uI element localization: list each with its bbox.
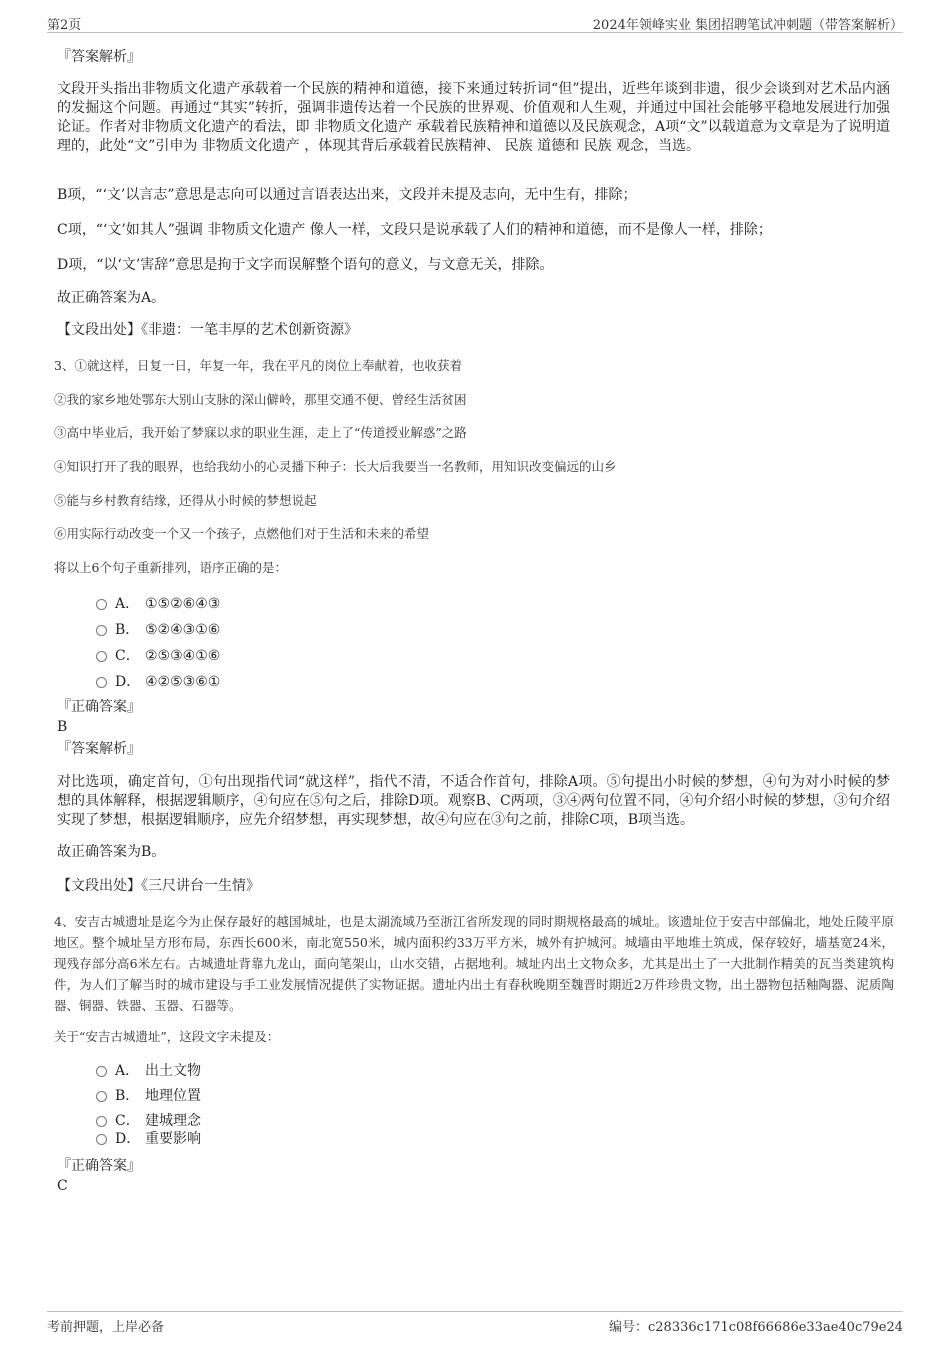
q3-explain: 对比选项，确定首句，①句出现指代词“就这样”，指代不清，不适合作首句，排除A项。⑤句提出小时候的梦想，④句为对小时候的梦想的具体解释，根据逻辑顺序，④句应在⑤句之后，排除D项。观察B、C两项，③④两句位置不同，④句介绍小时候的梦想，③句介绍实现了梦想，根据逻辑顺序，应先介绍梦想，再实现梦想，故④句应在③句之前，排除C项，B项当选。 (57, 774, 890, 828)
q3-option-c[interactable]: C． ②⑤③④①⑥ (96, 646, 220, 666)
q3-option-a[interactable]: A． ①⑤②⑥④③ (96, 594, 220, 614)
q3-sentence-6: ⑥用实际行动改变一个又一个孩子，点燃他们对于生活和未来的希望 (54, 526, 430, 541)
footer-slogan: 考前押题，上岸必备 (47, 1320, 165, 1335)
q3-option-d[interactable]: D． ④②⑤③⑥① (96, 672, 220, 692)
page-number: 第2页 (47, 18, 82, 33)
q2-explain-para4: D项，“以‘文’害辞”意思是拘于文字而误解整个语句的意义，与文意无关，排除。 (57, 257, 554, 273)
q3-source: 【文段出处】《三尺讲台一生情》 (57, 878, 260, 894)
q3-sentence-4: ④知识打开了我的眼界，也给我幼小的心灵播下种子：长大后我要当一名教师，用知识改变偏远的山乡 (54, 459, 617, 474)
q3-explain-label: 『答案解析』 (57, 741, 141, 757)
footer-serial: 编号：c28336c171c08f66686e33ae40c79e24 (609, 1320, 903, 1335)
radio-icon[interactable] (96, 599, 107, 610)
q4-stem: 4、安吉古城遗址是迄今为止保存最好的越国城址，也是太湖流域乃至浙江省所发现的同时期规格最高的城址。该遗址位于安吉中部偏北，地处丘陵平原地区。整个城址呈方形布局，东西长600米，南北宽550米，城内面积约33万平方米，城外有护城河。城墙由平地堆土筑成，保存较好，墙基宽24米，现残存部分高6米左右。古城遗址背靠九龙山，面向笔架山，山水交错，占据地利。城址内出土文物众多，尤其是出土了一大批制作精美的瓦当类建筑构件，为人们了解当时的城市建设与手工业发展情况提供了实物证据。遗址内出土有春秋晚期至魏晋时期近2万件珍贵文物，出土器物包括釉陶器、泥质陶器、铜器、铁器、玉器、石器等。 (54, 914, 894, 1013)
q3-sentence-5: ⑤能与乡村教育结缘，还得从小时候的梦想说起 (54, 493, 317, 508)
q2-explain-label: 『答案解析』 (57, 49, 141, 65)
q4-option-a[interactable]: A． 出土文物 (96, 1061, 201, 1081)
q3-answer-label: 『正确答案』 (57, 699, 141, 715)
page-footer (47, 1311, 903, 1338)
q3-sentence-1: 3、①就这样，日复一日，年复一年，我在平凡的岗位上奉献着，也收获着 (54, 358, 462, 373)
page-header (47, 12, 903, 33)
q2-explain-para3: C项，“‘文’如其人”强调 非物质文化遗产 像人一样，文段只是说承载了人们的精神和道德，而不是像人一样，排除； (57, 222, 772, 238)
radio-icon[interactable] (96, 625, 107, 636)
q3-sentence-3: ③高中毕业后，我开始了梦寐以求的职业生涯，走上了“传道授业解惑”之路 (54, 425, 467, 440)
q4-answer: C (57, 1178, 68, 1194)
q2-explain-para1: 文段开头指出非物质文化遗产承载着一个民族的精神和道德，接下来通过转折词“但”提出，近些年谈到非遗，很少会谈到对艺术品内涵的发掘这个问题。再通过“其实”转折，强调非遗传达着一个民族的世界观、价值观和人生观，并通过中国社会能够平稳地发展进行加强论证。作者对非物质文化遗产的看法，即 非物质文化遗产 承载着民族精神和道德以及民族观念，A项“文”以载道意为文章是为了说明道理的，此处“文”引申为 非物质文化遗产 ，体现其背后承载着民族精神、 民族 道德和 民族 观念，当选。 (57, 81, 890, 154)
radio-icon[interactable] (96, 1091, 107, 1102)
radio-icon[interactable] (96, 677, 107, 688)
radio-icon[interactable] (96, 1066, 107, 1077)
q3-conclusion: 故正确答案为B。 (57, 844, 166, 860)
q4-option-c[interactable]: C． 建城理念 (96, 1111, 201, 1131)
q3-prompt: 将以上6个句子重新排列，语序正确的是： (54, 560, 287, 575)
q4-option-d[interactable]: D． 重要影响 (96, 1129, 201, 1149)
radio-icon[interactable] (96, 651, 107, 662)
q2-explain-para2: B项，“‘文’以言志”意思是志向可以通过言语表达出来，文段并未提及志向，无中生有，排除； (57, 187, 637, 203)
q2-conclusion: 故正确答案为A。 (57, 290, 166, 306)
document-title: 2024年领峰实业 集团招聘笔试冲刺题（带答案解析） (592, 18, 903, 33)
radio-icon[interactable] (96, 1134, 107, 1145)
q3-answer: B (57, 719, 68, 735)
q2-source: 【文段出处】《非遗：一笔丰厚的艺术创新资源》 (57, 322, 358, 338)
q4-answer-label: 『正确答案』 (57, 1158, 141, 1174)
radio-icon[interactable] (96, 1116, 107, 1127)
q3-option-b[interactable]: B． ⑤②④③①⑥ (96, 620, 220, 640)
q4-option-b[interactable]: B． 地理位置 (96, 1086, 201, 1106)
q3-sentence-2: ②我的家乡地处鄂东大别山支脉的深山僻岭，那里交通不便、曾经生活贫困 (54, 392, 467, 407)
q4-prompt: 关于“安吉古城遗址”，这段文字未提及： (54, 1029, 280, 1044)
